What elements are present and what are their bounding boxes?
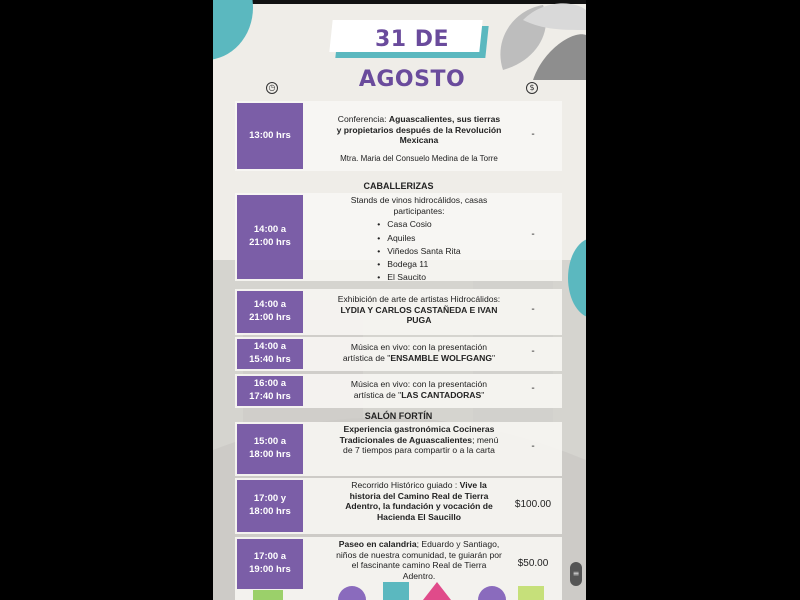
schedule-row — [235, 374, 562, 408]
time-box: 17:00 y 18:00 hrs — [237, 480, 303, 532]
section-heading: CABALLERIZAS — [363, 181, 434, 191]
participants-list — [377, 219, 460, 285]
time-box: 14:00 a 21:00 hrs — [237, 195, 303, 279]
scroll-handle[interactable]: ≡ — [570, 562, 582, 586]
list-item: • Viñedos Santa Rita — [377, 246, 460, 257]
section-heading: SALÓN FORTÍN — [364, 411, 433, 421]
event-title: Conferencia: Aguascalientes, sus tierras y propietarios después de la Revolución Mexicana — [336, 114, 502, 146]
time-box: 13:00 hrs — [237, 103, 303, 169]
clock-icon: ◷ — [266, 82, 278, 94]
price: - — [531, 304, 535, 315]
schedule-row — [235, 289, 562, 335]
list-item: • Casa Cosio — [377, 219, 460, 230]
schedule-row — [235, 478, 562, 534]
price: $50.00 — [517, 558, 549, 569]
price: - — [531, 383, 535, 394]
time-box: 14:00 a 21:00 hrs — [237, 291, 303, 333]
price: - — [531, 229, 535, 240]
title-month: DE AGOSTO — [358, 27, 466, 92]
dollar-icon: $ — [526, 82, 538, 94]
event-description: Música en vivo: con la presentación artística de "LAS CANTADORAS" — [350, 379, 488, 400]
schedule-row — [235, 193, 562, 281]
event-description: Exhibición de arte de artistas Hidrocálidos: LYDIA Y CARLOS CASTAÑEDA E IVAN PUGA — [337, 294, 501, 326]
schedule-row — [235, 337, 562, 371]
event-description: Recorrido Histórico guiado : Vive la historia del Camino Real de Tierra Adentro, la fundación y vocación de Hacienda El Saucillo — [345, 480, 493, 523]
price: $100.00 — [514, 499, 552, 510]
price: - — [531, 346, 535, 357]
time-box: 16:00 a 17:40 hrs — [237, 376, 303, 406]
title-day: 31 — [374, 27, 407, 52]
event-description: Paseo en calandria; Eduardo y Santiago, niños de nuestra comunidad, te guiarán por el fascinante camino Real de Tierra Adentro. — [336, 539, 502, 582]
decorative-leaves — [483, 0, 586, 90]
time-box: 17:00 a 19:00 hrs — [237, 539, 303, 589]
price: - — [531, 129, 535, 140]
decorative-bottom-shapes — [243, 560, 573, 600]
event-description — [335, 195, 503, 286]
event-title: Stands de vinos hidrocálidos, casas participantes: — [350, 195, 488, 216]
list-item: • Bodega 11 — [377, 259, 460, 270]
event-description: Experiencia gastronómica Cocineras Tradicionales de Aguascalientes; menú de 7 tiempos para compartir o a la carta — [339, 424, 499, 456]
list-item: • Aquiles — [377, 233, 460, 244]
event-description — [335, 114, 503, 164]
date-title — [331, 20, 493, 92]
speaker-name: Mtra. Maria del Consuelo Medina de la Torre — [340, 154, 498, 164]
schedule-row — [235, 422, 562, 476]
time-box: 15:00 a 18:00 hrs — [237, 424, 303, 474]
time-box: 14:00 a 15:40 hrs — [237, 339, 303, 369]
price: - — [531, 441, 535, 452]
list-item: • El Saucito — [377, 272, 460, 283]
schedule-row — [235, 101, 562, 171]
event-description: Música en vivo: con la presentación artística de "ENSAMBLE WOLFGANG" — [342, 342, 496, 363]
document-page — [213, 0, 586, 600]
